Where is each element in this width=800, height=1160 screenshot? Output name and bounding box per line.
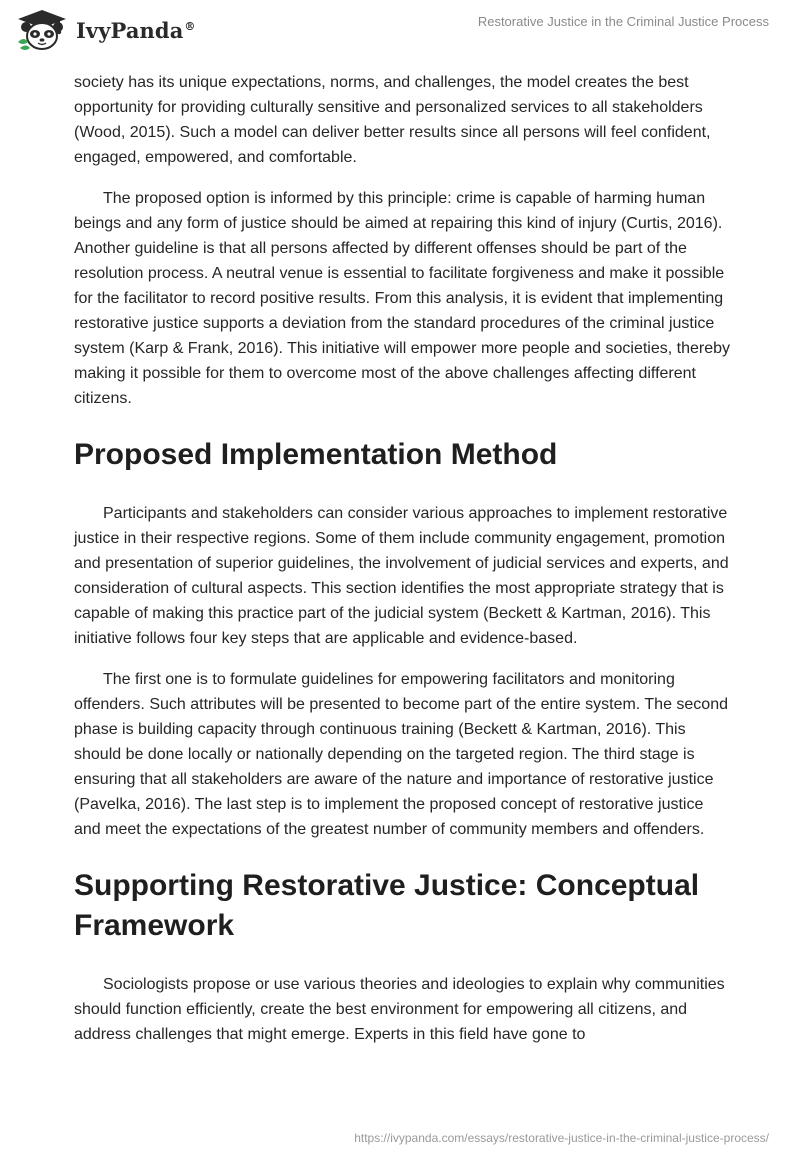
- registered-mark: ®: [184, 19, 196, 33]
- paragraph: Participants and stakeholders can consider various approaches to implement restorative justice in their respective regions. Some of them include community engagement, promotion and presentation of superior guidelines, the involvement of judicial services and experts, and consideration of cultural aspects. This section identifies the most appropriate strategy that is capable of making this practice part of the judicial system (Beckett & Kartman, 2016). This initiative follows four key steps that are applicable and evidence-based.: [74, 505, 729, 647]
- brand-name: IvyPanda®: [76, 17, 196, 43]
- section-heading: Supporting Restorative Justice: Conceptual Framework: [74, 869, 700, 942]
- panda-logo-icon: [14, 8, 70, 52]
- source-url-link[interactable]: https://ivypanda.com/essays/restorative-justice-in-the-criminal-justice-process/: [354, 1131, 769, 1145]
- section-heading: Proposed Implementation Method: [74, 438, 558, 471]
- paragraph: The proposed option is informed by this principle: crime is capable of harming human beings and any form of justice should be aimed at repairing this kind of injury (Curtis, 2016). Another guideline is that all persons affected by different offenses should be part of the resolution process. A neutral venue is essential to facilitate forgiveness and make it possible for the facilitator to record positive results. From this analysis, it is evident that implementing restorative justice supports a deviation from the standard procedures of the criminal justice system (Karp & Frank, 2016). This initiative will empower more people and societies, thereby making it possible for them to overcome most of the above challenges affecting different citizens.: [74, 190, 730, 407]
- page-header: [0, 0, 800, 60]
- paragraph: society has its unique expectations, norms, and challenges, the model creates the best opportunity for providing culturally sensitive and personalized services to all stakeholders (Wood, 2015). Such a model can deliver better results since all persons will feel confident, engaged, empowered, and comfortable.: [74, 74, 711, 166]
- paragraph: The first one is to formulate guidelines for empowering facilitators and monitoring offenders. Such attributes will be presented to become part of the entire system. The second phase is building capacity through continuous training (Beckett & Kartman, 2016). This should be done locally or nationally depending on the targeted region. The third stage is ensuring that all stakeholders are aware of the nature and importance of restorative justice (Pavelka, 2016). The last step is to implement the proposed concept of restorative justice and meet the expectations of the greatest number of community members and offenders.: [74, 671, 728, 838]
- brand-logo[interactable]: [14, 8, 196, 52]
- document-title: Restorative Justice in the Criminal Justice Process: [477, 14, 769, 29]
- paragraph: Sociologists propose or use various theories and ideologies to explain why communities should function efficiently, create the best environment for empowering all citizens, and address challenges that might emerge. Experts in this field have gone to: [74, 976, 725, 1043]
- essay-body: [74, 70, 734, 1063]
